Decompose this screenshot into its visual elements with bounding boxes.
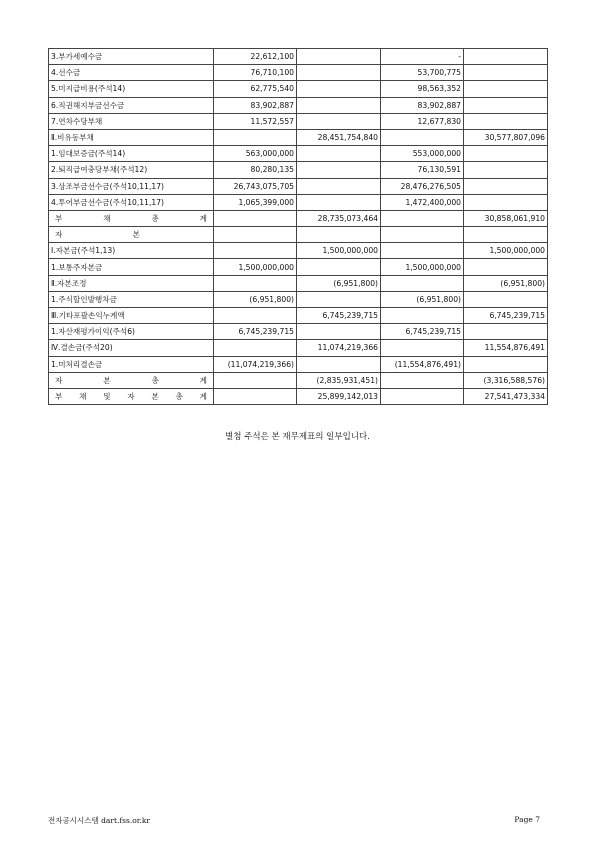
table-row (49, 308, 548, 324)
label-glyph: 본 (151, 392, 159, 402)
amount-cell-c1: 80,280,135 (214, 162, 297, 178)
label-glyph: 자 (55, 230, 63, 240)
amount-cell-c3 (381, 340, 464, 356)
amount-cell-c3 (381, 372, 464, 388)
table-row (49, 81, 548, 97)
table-row (49, 146, 548, 162)
amount-cell-c1: 11,572,557 (214, 113, 297, 129)
amount-cell-c3: (11,554,876,491) (381, 356, 464, 372)
table-row (49, 162, 548, 178)
row-label: 7.연차수당부채 (49, 113, 214, 129)
amount-cell-c1: 563,000,000 (214, 146, 297, 162)
amount-cell-c3: 76,130,591 (381, 162, 464, 178)
row-label (49, 388, 214, 404)
amount-cell-c1: 1,065,399,000 (214, 194, 297, 210)
amount-cell-c2 (297, 49, 381, 65)
label-glyph: 부 (55, 392, 63, 402)
table-row (49, 227, 548, 243)
amount-cell-c4 (464, 227, 548, 243)
balance-sheet-table (48, 48, 548, 405)
amount-cell-c4 (464, 81, 548, 97)
label-glyph: 본 (103, 375, 111, 385)
table-row (49, 324, 548, 340)
row-label: 1.주식할인발행차금 (49, 291, 214, 307)
amount-cell-c2 (297, 113, 381, 129)
amount-cell-c3: 1,500,000,000 (381, 259, 464, 275)
row-label: 2.퇴직급여충당부채(주석12) (49, 162, 214, 178)
footer-source: 전자공시시스템 dart.fss.or.kr (48, 816, 151, 825)
amount-cell-c2: 1,500,000,000 (297, 243, 381, 259)
label-glyph: 계 (199, 392, 207, 402)
amount-cell-c2: (2,835,931,451) (297, 372, 381, 388)
row-label: Ⅲ.기타포괄손익누계액 (49, 308, 214, 324)
amount-cell-c1 (214, 372, 297, 388)
label-glyph: 계 (199, 375, 207, 385)
row-label: 4.투어부금선수금(주석10,11,17) (49, 194, 214, 210)
table-row (49, 372, 548, 388)
amount-cell-c2: 28,735,073,464 (297, 210, 381, 226)
row-label: 1.임대보증금(주석14) (49, 146, 214, 162)
amount-cell-c2 (297, 178, 381, 194)
amount-cell-c1 (214, 243, 297, 259)
amount-cell-c4 (464, 113, 548, 129)
table-row (49, 291, 548, 307)
amount-cell-c3: - (381, 49, 464, 65)
amount-cell-c4: 11,554,876,491 (464, 340, 548, 356)
amount-cell-c1 (214, 210, 297, 226)
amount-cell-c4 (464, 49, 548, 65)
row-label: 3.상조부금선수금(주석10,11,17) (49, 178, 214, 194)
amount-cell-c2 (297, 356, 381, 372)
row-label: 1.자산재평가이익(주석6) (49, 324, 214, 340)
amount-cell-c4 (464, 65, 548, 81)
table-row (49, 340, 548, 356)
row-label-spread (51, 227, 144, 242)
amount-cell-c4: 30,577,807,096 (464, 129, 548, 145)
row-label (49, 227, 214, 243)
notes-statement: 별첨 주석은 본 재무제표의 일부입니다. (225, 432, 370, 442)
amount-cell-c1: 83,902,887 (214, 97, 297, 113)
row-label: 6.직권해지부금선수금 (49, 97, 214, 113)
amount-cell-c1 (214, 388, 297, 404)
row-label: 3.부가세예수금 (49, 49, 214, 65)
amount-cell-c1 (214, 129, 297, 145)
amount-cell-c1: 76,710,100 (214, 65, 297, 81)
amount-cell-c4: (6,951,800) (464, 275, 548, 291)
amount-cell-c1: 62,775,540 (214, 81, 297, 97)
amount-cell-c3 (381, 210, 464, 226)
table-row (49, 356, 548, 372)
footer-page-number: Page 7 (514, 815, 540, 824)
amount-cell-c3 (381, 243, 464, 259)
table-row (49, 49, 548, 65)
amount-cell-c2 (297, 65, 381, 81)
amount-cell-c2 (297, 194, 381, 210)
row-label: 1.미처리결손금 (49, 356, 214, 372)
amount-cell-c3 (381, 129, 464, 145)
amount-cell-c1 (214, 308, 297, 324)
row-label: 4.선수금 (49, 65, 214, 81)
amount-cell-c1 (214, 227, 297, 243)
row-label (49, 210, 214, 226)
row-label: Ⅱ.비유동부채 (49, 129, 214, 145)
amount-cell-c2: (6,951,800) (297, 275, 381, 291)
row-label: Ⅰ.자본금(주석1,13) (49, 243, 214, 259)
amount-cell-c3 (381, 308, 464, 324)
amount-cell-c1: (6,951,800) (214, 291, 297, 307)
amount-cell-c1 (214, 340, 297, 356)
amount-cell-c4 (464, 324, 548, 340)
amount-cell-c1: 6,745,239,715 (214, 324, 297, 340)
table-row (49, 178, 548, 194)
label-glyph: 본 (132, 230, 140, 240)
amount-cell-c3: 53,700,775 (381, 65, 464, 81)
amount-cell-c4 (464, 259, 548, 275)
row-label-spread (51, 389, 211, 404)
amount-cell-c3: 1,472,400,000 (381, 194, 464, 210)
amount-cell-c2 (297, 259, 381, 275)
amount-cell-c4: 1,500,000,000 (464, 243, 548, 259)
amount-cell-c1 (214, 275, 297, 291)
amount-cell-c3: 12,677,830 (381, 113, 464, 129)
amount-cell-c3: 553,000,000 (381, 146, 464, 162)
amount-cell-c3: 98,563,352 (381, 81, 464, 97)
label-glyph: 총 (151, 375, 159, 385)
amount-cell-c3: 28,476,276,505 (381, 178, 464, 194)
label-glyph: 및 (103, 392, 111, 402)
label-glyph: 채 (79, 392, 87, 402)
amount-cell-c3 (381, 275, 464, 291)
table-row (49, 210, 548, 226)
row-label: Ⅱ.자본조정 (49, 275, 214, 291)
balance-sheet-body (49, 49, 548, 405)
amount-cell-c2: 28,451,754,840 (297, 129, 381, 145)
amount-cell-c4: 27,541,473,334 (464, 388, 548, 404)
amount-cell-c3 (381, 388, 464, 404)
amount-cell-c2: 25,899,142,013 (297, 388, 381, 404)
amount-cell-c2: 6,745,239,715 (297, 308, 381, 324)
table-row (49, 129, 548, 145)
table-row (49, 97, 548, 113)
amount-cell-c2 (297, 324, 381, 340)
amount-cell-c3: (6,951,800) (381, 291, 464, 307)
amount-cell-c2 (297, 162, 381, 178)
label-glyph: 채 (103, 213, 111, 223)
amount-cell-c4: (3,316,588,576) (464, 372, 548, 388)
row-label: 1.보통주자본금 (49, 259, 214, 275)
amount-cell-c2 (297, 291, 381, 307)
table-row (49, 243, 548, 259)
amount-cell-c1: 26,743,075,705 (214, 178, 297, 194)
amount-cell-c1: 1,500,000,000 (214, 259, 297, 275)
table-row (49, 194, 548, 210)
amount-cell-c3 (381, 227, 464, 243)
label-glyph: 자 (55, 375, 63, 385)
row-label: 5.미지급비용(주석14) (49, 81, 214, 97)
table-row (49, 275, 548, 291)
label-glyph: 계 (199, 213, 207, 223)
row-label-spread (51, 373, 211, 388)
amount-cell-c3: 83,902,887 (381, 97, 464, 113)
row-label-spread (51, 211, 211, 226)
amount-cell-c1: 22,612,100 (214, 49, 297, 65)
amount-cell-c4 (464, 162, 548, 178)
amount-cell-c4 (464, 146, 548, 162)
amount-cell-c4: 30,858,061,910 (464, 210, 548, 226)
label-glyph: 총 (151, 213, 159, 223)
amount-cell-c4 (464, 178, 548, 194)
amount-cell-c4 (464, 97, 548, 113)
amount-cell-c2 (297, 227, 381, 243)
amount-cell-c4 (464, 194, 548, 210)
amount-cell-c3: 6,745,239,715 (381, 324, 464, 340)
label-glyph: 총 (175, 392, 183, 402)
table-row (49, 259, 548, 275)
amount-cell-c2 (297, 146, 381, 162)
amount-cell-c2 (297, 97, 381, 113)
row-label (49, 372, 214, 388)
amount-cell-c2: 11,074,219,366 (297, 340, 381, 356)
table-row (49, 65, 548, 81)
label-glyph: 부 (55, 213, 63, 223)
amount-cell-c1: (11,074,219,366) (214, 356, 297, 372)
amount-cell-c4: 6,745,239,715 (464, 308, 548, 324)
row-label: Ⅳ.결손금(주석20) (49, 340, 214, 356)
amount-cell-c4 (464, 291, 548, 307)
amount-cell-c4 (464, 356, 548, 372)
table-row (49, 388, 548, 404)
amount-cell-c2 (297, 81, 381, 97)
table-row (49, 113, 548, 129)
label-glyph: 자 (127, 392, 135, 402)
